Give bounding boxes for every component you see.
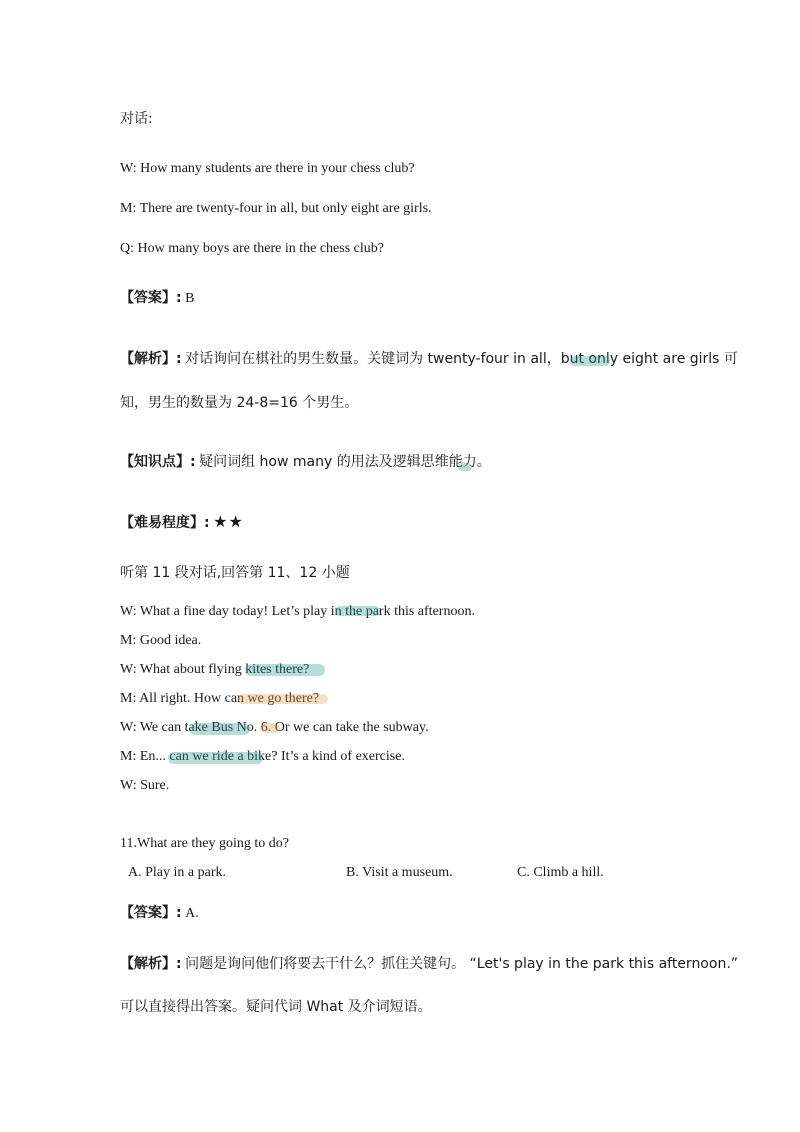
q10-analysis — [120, 350, 738, 369]
q11-option-a: A. Play in a park. — [128, 865, 226, 880]
section-heading: 听第 11 段对话,回答第 11、12 小题 — [120, 565, 350, 581]
q11-option-c: C. Climb a hill. — [517, 865, 604, 880]
q11-answer — [120, 904, 199, 923]
analysis-label: 【解析】: — [120, 956, 182, 972]
answer-value: A. — [185, 906, 199, 921]
difficulty-label: 【难易程度】: — [120, 515, 210, 531]
difficulty-stars: ★★ — [213, 514, 244, 531]
dialogue-line: M: Good idea. — [120, 633, 202, 648]
answer-label: 【答案】: — [120, 290, 182, 306]
q10-woman-line: W: How many students are there in your chess club? — [120, 161, 415, 176]
dialogue-line: W: We can take Bus No. 6. Or we can take the subway. — [120, 720, 429, 735]
q10-man-line: M: There are twenty-four in all, but only eight are girls. — [120, 201, 432, 216]
q10-analysis-line2: 知，男生的数量为 24-8=16 个男生。 — [120, 395, 359, 411]
dialogue-line: W: What about flying kites there? — [120, 662, 310, 677]
analysis-label: 【解析】: — [120, 351, 182, 367]
analysis-text-line1: 问题是询问他们将要去干什么？抓住关键句。 “Let's play in the park this afternoon.” — [185, 956, 739, 972]
q11-analysis — [120, 955, 738, 974]
dialogue-label: 对话: — [120, 111, 153, 127]
q11-option-b: B. Visit a museum. — [346, 865, 453, 880]
dialogue-line: M: All right. How can we go there? — [120, 691, 320, 706]
dialogue-line: M: En... can we ride a bike? It’s a kind of exercise. — [120, 749, 405, 764]
knowledge-label: 【知识点】: — [120, 454, 196, 470]
dialogue-line: W: What a fine day today! Let’s play in the park this afternoon. — [120, 604, 475, 619]
q11-question: 11.What are they going to do? — [120, 836, 289, 851]
q10-knowledge — [120, 453, 491, 472]
knowledge-text: 疑问词组 how many 的用法及逻辑思维能力。 — [199, 454, 491, 470]
analysis-text-line1: 对话询问在棋社的男生数量。关键词为 twenty-four in all，but only eight are girls 可 — [185, 351, 738, 367]
dialogue-line: W: Sure. — [120, 778, 170, 793]
answer-value: B — [185, 291, 195, 306]
q10-question-line: Q: How many boys are there in the chess club? — [120, 241, 384, 256]
q10-answer — [120, 289, 194, 308]
q11-analysis-line2: 可以直接得出答案。疑问代词 What 及介词短语。 — [120, 999, 432, 1015]
answer-label: 【答案】: — [120, 905, 182, 921]
q10-difficulty — [120, 514, 244, 533]
